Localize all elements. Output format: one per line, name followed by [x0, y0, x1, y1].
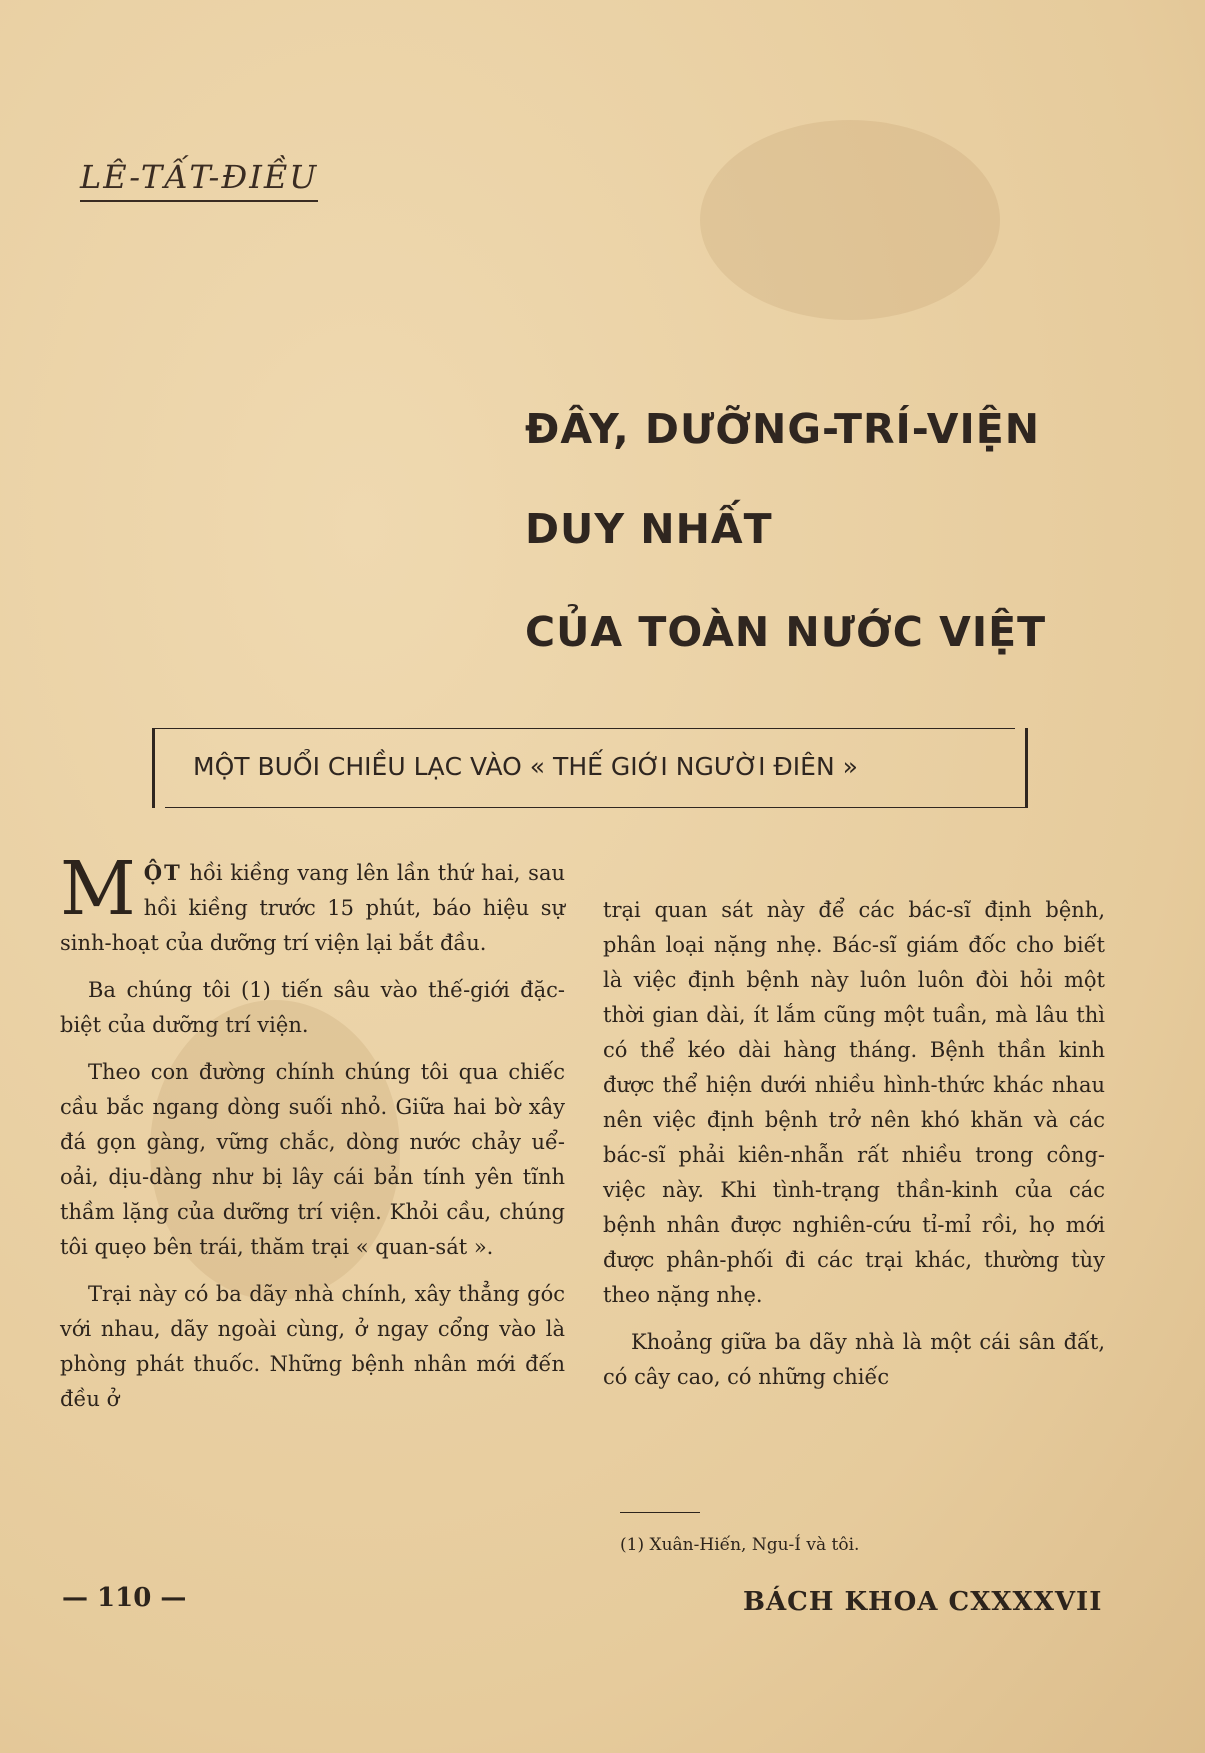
article-title-line-1: ĐÂY, DƯỠNG-TRÍ-VIỆN — [525, 405, 1041, 453]
author-name: LÊ-TẤT-ĐIỀU — [80, 158, 318, 202]
first-word: ỘT — [143, 860, 182, 885]
journal-name: BÁCH KHOA CXXXXVII — [743, 1587, 1103, 1617]
article-title-line-3: CỦA TOÀN NƯỚC VIỆT — [525, 608, 1047, 656]
drop-cap: M — [60, 846, 136, 932]
paragraph-text: hồi kiềng vang lên lần thứ hai, sau hồi kiềng trước 15 phút, báo hiệu sự sinh-hoạt của dưỡng trí viện lại bắt đầu. — [60, 861, 565, 955]
paragraph: Ba chúng tôi (1) tiến sâu vào thế-giới đặc-biệt của dưỡng trí viện. — [60, 978, 565, 1037]
paragraph: Trại này có ba dãy nhà chính, xây thẳng góc với nhau, dãy ngoài cùng, ở ngay cổng vào là phòng phát thuốc. Những bệnh nhân mới đến đều ở — [60, 1282, 565, 1411]
paragraph — [60, 846, 565, 961]
paragraph: Khoảng giữa ba dãy nhà là một cái sân đất, có cây cao, có những chiếc — [603, 1330, 1105, 1389]
article-subtitle: MỘT BUỔI CHIỀU LẠC VÀO « THẾ GIỚI NGƯỜI ĐIÊN » — [193, 752, 858, 781]
page-number: — 110 — — [62, 1583, 187, 1613]
footnote-rule — [620, 1512, 700, 1513]
article-title-line-2: DUY NHẤT — [525, 505, 773, 553]
column-right — [603, 893, 1105, 1407]
subtitle-box — [152, 728, 1028, 808]
paragraph: trại quan sát này để các bác-sĩ định bệnh, phân loại nặng nhẹ. Bác-sĩ giám đốc cho biết là việc định bệnh này luôn luôn đòi hỏi một thời gian dài, ít lắm cũng một tuần, mà lâu thì có thể kéo dài hàng tháng. Bệnh thần kinh được thể hiện dưới nhiều hình-thức khác nhau nên việc định bệnh trở nên khó khăn và các bác-sĩ phải kiên-nhẫn rất nhiều trong công-việc này. Khi tình-trạng thần-kinh của các bệnh nhân được nghiên-cứu tỉ-mỉ rồi, họ mới được phân-phối đi các trại khác, thường tùy theo nặng nhẹ. — [603, 898, 1105, 1307]
footnote: (1) Xuân-Hiến, Ngu-Í và tôi. — [620, 1535, 860, 1555]
paper-stain — [700, 120, 1000, 320]
paragraph: Theo con đường chính chúng tôi qua chiếc cầu bắc ngang dòng suối nhỏ. Giữa hai bờ xây đá gọn gàng, vững chắc, dòng nước chảy uể-oải, dịu-dàng như bị lây cái bản tính yên tĩnh thầm lặng của dưỡng trí viện. Khỏi cầu, chúng tôi quẹo bên trái, thăm trại « quan-sát ». — [60, 1060, 565, 1259]
column-left — [60, 846, 565, 1429]
